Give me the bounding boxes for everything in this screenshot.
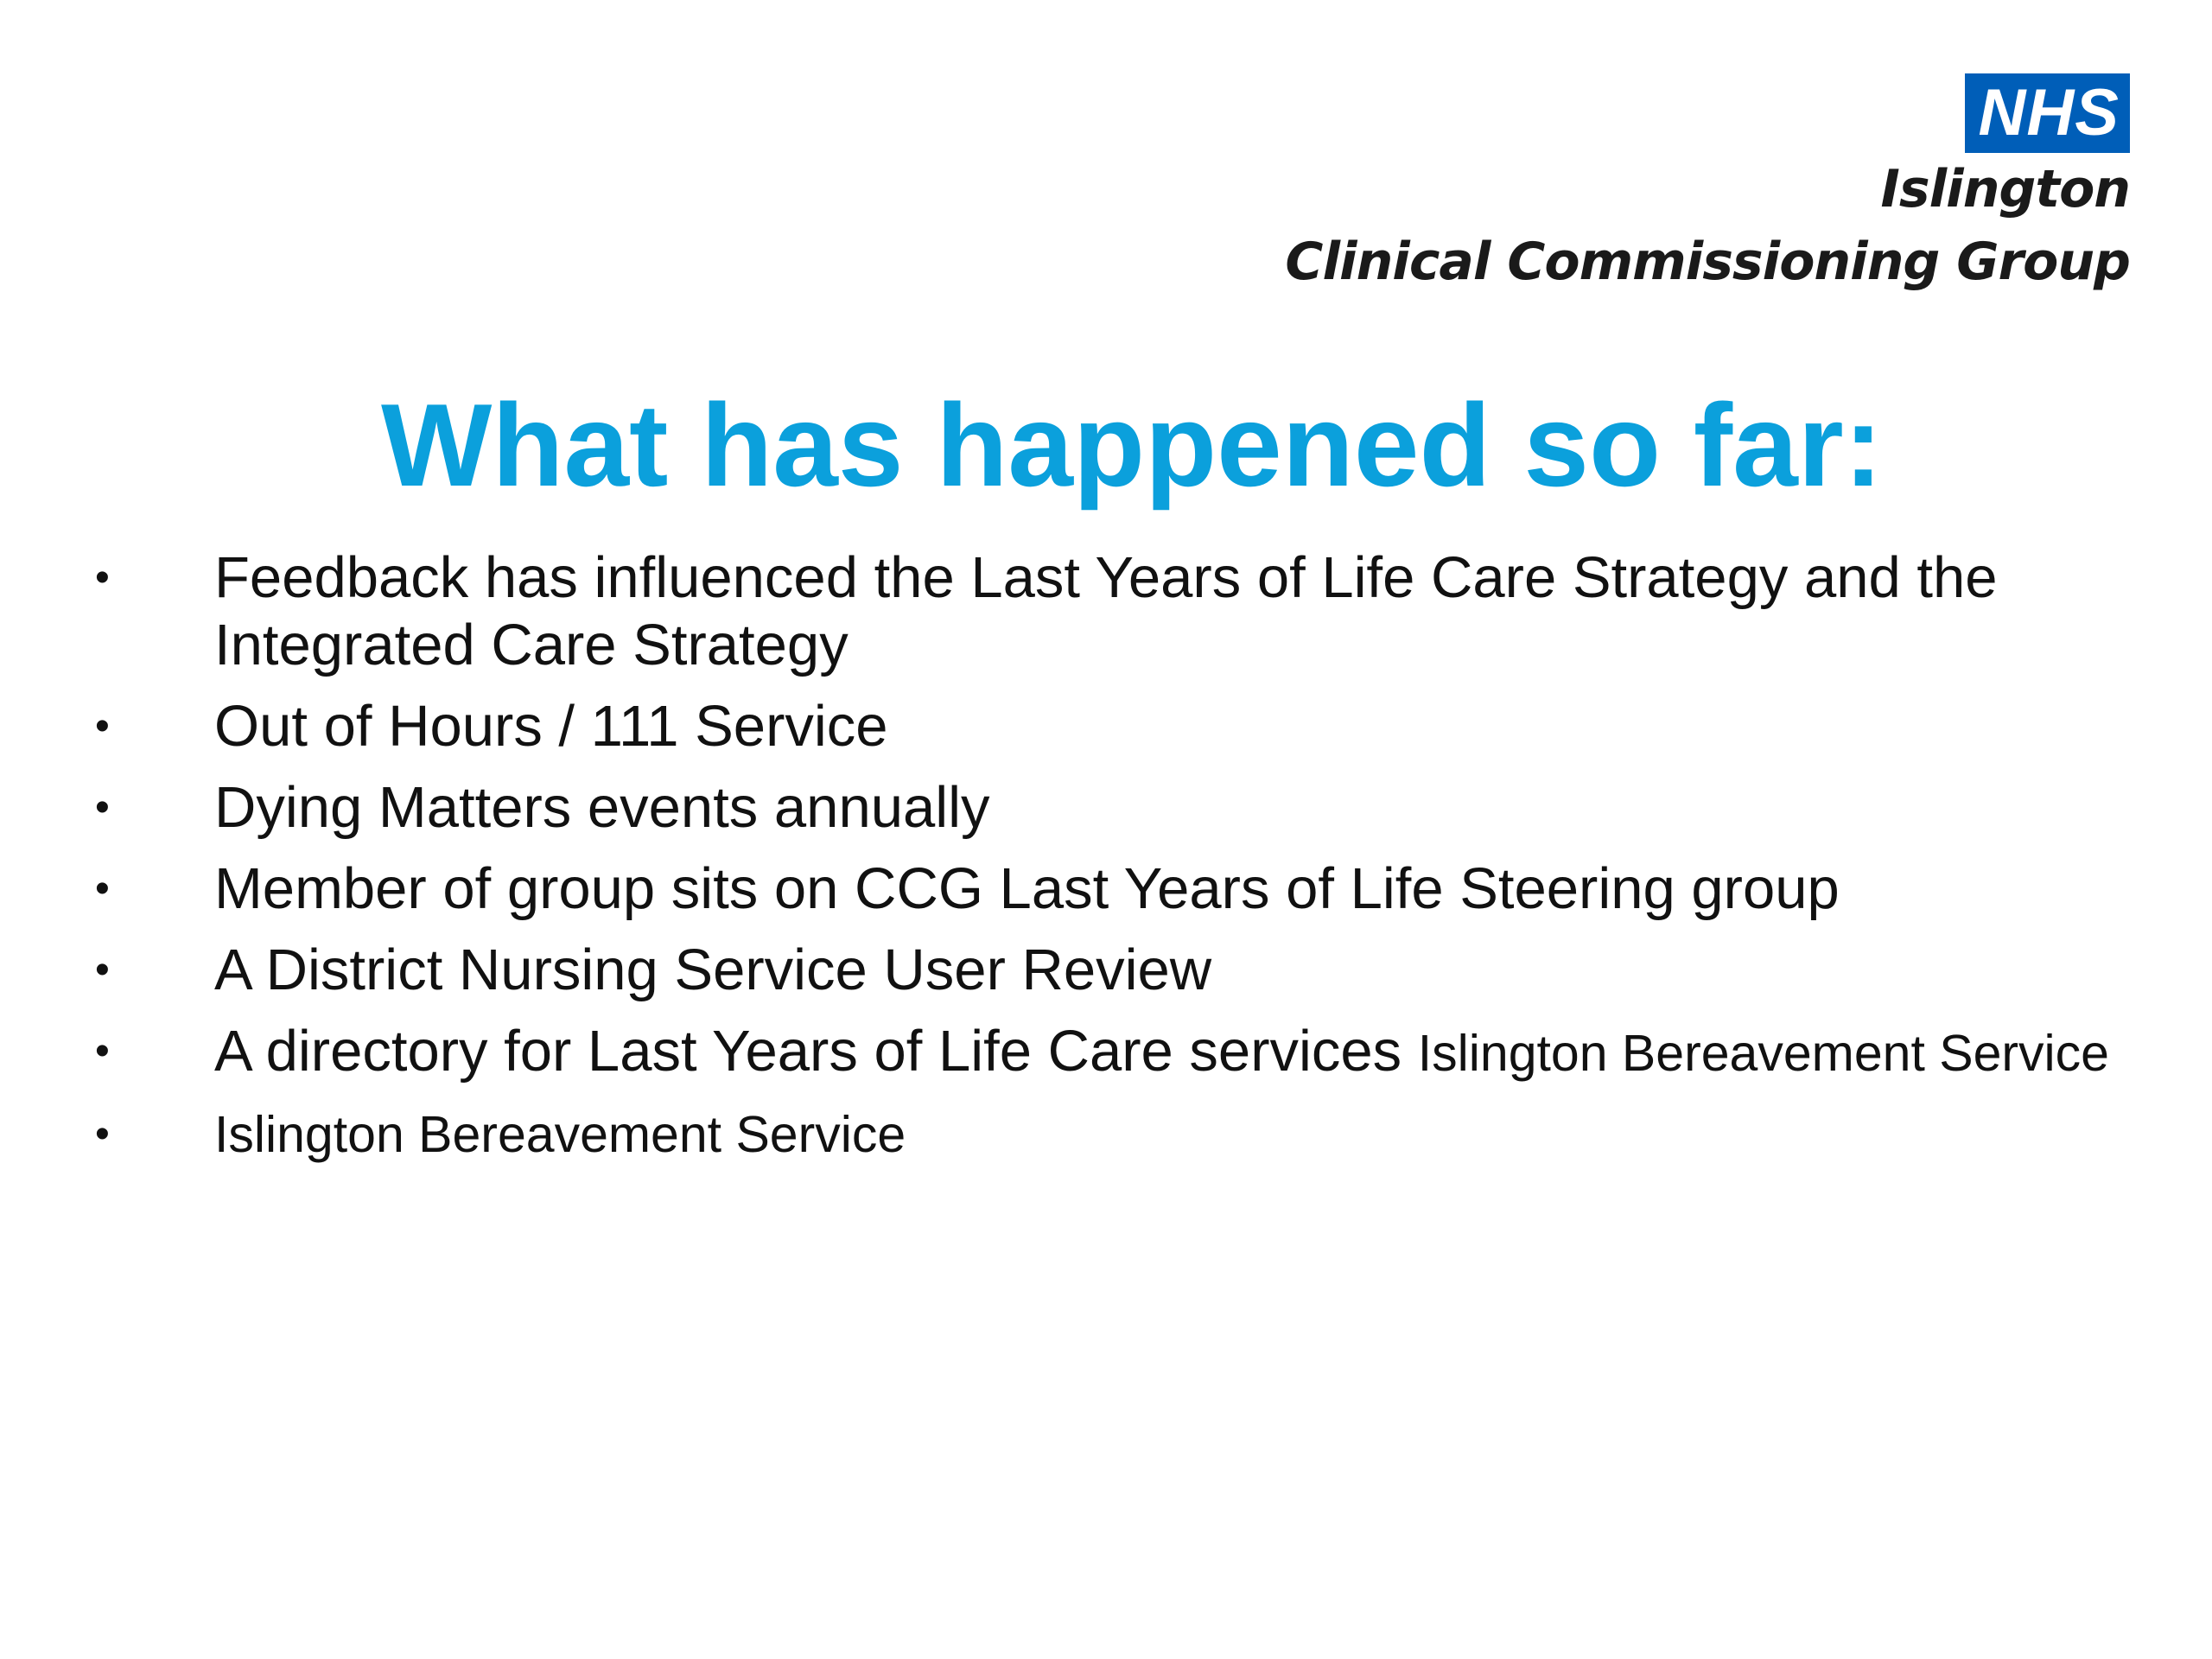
nhs-badge: NHS bbox=[1965, 73, 2130, 153]
bullet-list bbox=[95, 544, 2169, 1182]
logo-org-subtitle: Clinical Commissioning Group bbox=[1285, 232, 2130, 292]
bullet-dot: • bbox=[95, 1028, 110, 1074]
bullet-item bbox=[95, 855, 2169, 923]
bullet-text: Dying Matters events annually bbox=[214, 775, 990, 840]
bullet-item bbox=[95, 774, 2169, 842]
bullet-item bbox=[95, 1101, 2169, 1168]
bullet-text-suffix: Islington Bereavement Service bbox=[1417, 1025, 2109, 1082]
slide-title: What has happened so far: bbox=[381, 379, 1883, 511]
bullet-dot: • bbox=[95, 785, 110, 830]
bullet-text: A directory for Last Years of Life Care services bbox=[214, 1019, 1402, 1084]
bullet-item bbox=[95, 544, 2169, 679]
bullet-dot: • bbox=[95, 866, 110, 912]
bullet-text: Out of Hours / 111 Service bbox=[214, 694, 888, 759]
bullet-text: Islington Bereavement Service bbox=[214, 1106, 906, 1163]
bullet-dot: • bbox=[95, 947, 110, 993]
bullet-dot: • bbox=[95, 1111, 110, 1157]
bullet-text: Member of group sits on CCG Last Years of Life Steering group bbox=[214, 856, 1840, 921]
bullet-text: Feedback has influenced the Last Years of Life Care Strategy and the Integrated Care Strategy bbox=[214, 545, 1998, 677]
bullet-dot: • bbox=[95, 703, 110, 749]
nhs-logo bbox=[1285, 73, 2130, 298]
logo-org-name: Islington bbox=[1880, 159, 2130, 219]
bullet-item bbox=[95, 693, 2169, 760]
bullet-item bbox=[95, 1018, 2169, 1087]
bullet-dot: • bbox=[95, 555, 110, 601]
bullet-text: A District Nursing Service User Review bbox=[214, 938, 1212, 1002]
bullet-item bbox=[95, 937, 2169, 1004]
